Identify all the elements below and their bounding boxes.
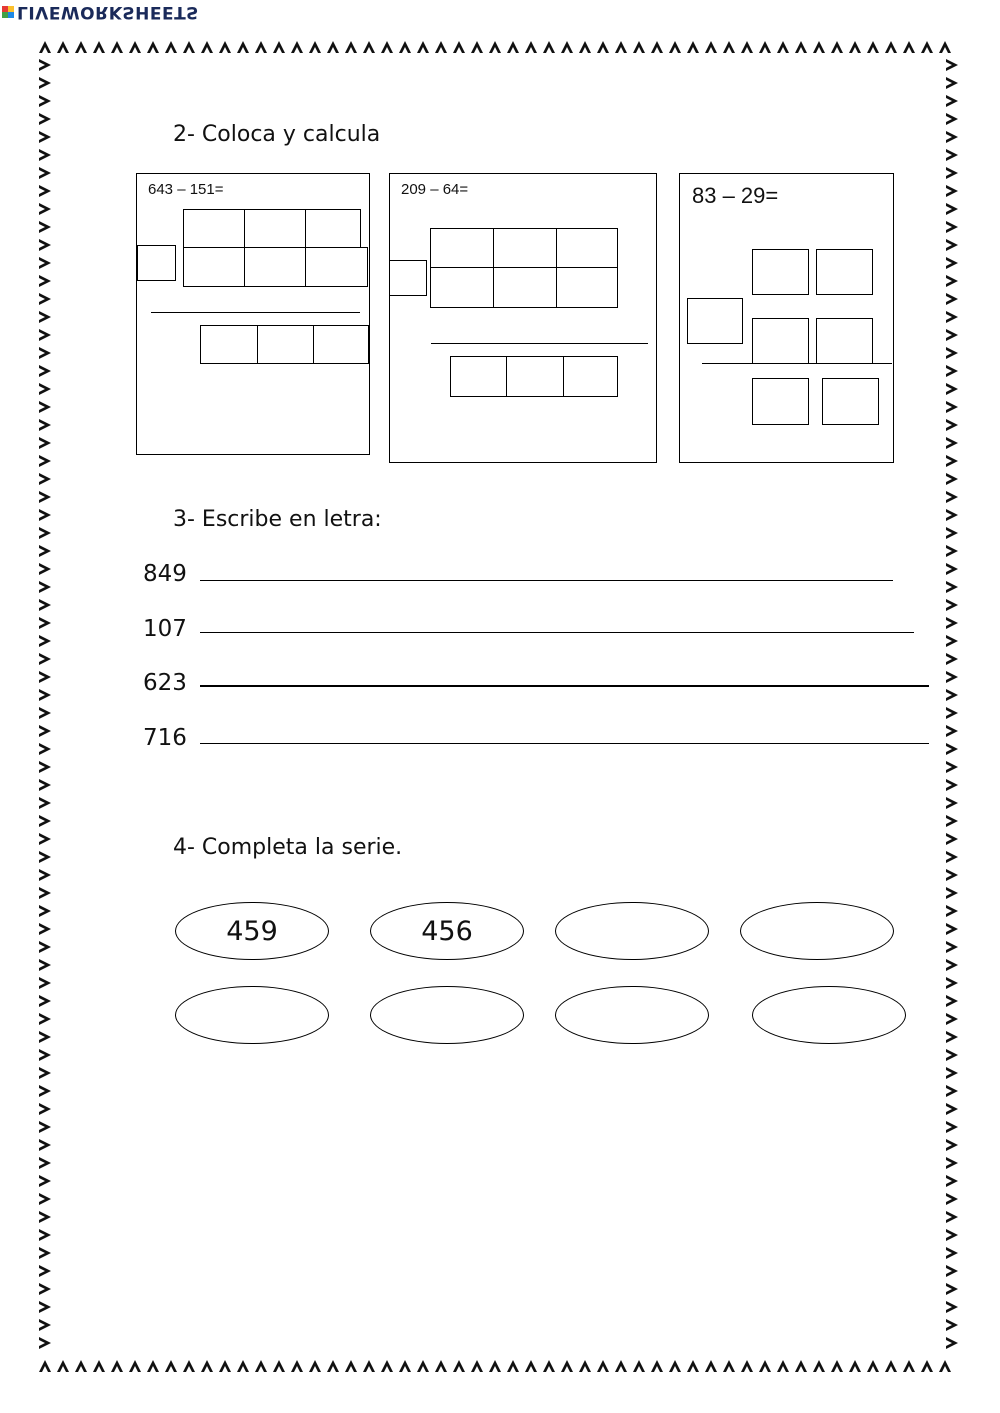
- answer-box[interactable]: [816, 318, 873, 364]
- answer-box[interactable]: [430, 267, 494, 308]
- answer-box[interactable]: [816, 249, 873, 295]
- answer-box[interactable]: [687, 298, 743, 344]
- answer-box[interactable]: [313, 325, 369, 364]
- series-oval[interactable]: [555, 902, 709, 960]
- answer-box[interactable]: [752, 249, 809, 295]
- answer-box[interactable]: [183, 209, 245, 248]
- answer-box[interactable]: [556, 228, 618, 269]
- writing-line[interactable]: [200, 685, 929, 687]
- section-4-title: 4- Completa la serie.: [173, 835, 403, 860]
- problem-3-label: 83 – 29=: [692, 183, 779, 208]
- answer-box[interactable]: [556, 267, 618, 308]
- answer-box[interactable]: [493, 267, 557, 308]
- series-oval[interactable]: [740, 902, 894, 960]
- answer-box[interactable]: [183, 247, 245, 287]
- answer-box[interactable]: [137, 245, 176, 281]
- answer-box[interactable]: [752, 378, 809, 425]
- sum-line: [702, 363, 892, 364]
- answer-box[interactable]: [305, 209, 361, 248]
- writing-line[interactable]: [200, 632, 914, 633]
- answer-box[interactable]: [257, 325, 315, 364]
- problem-2-label: 209 – 64=: [401, 181, 469, 198]
- sum-line: [151, 312, 360, 313]
- writing-line[interactable]: [200, 580, 893, 581]
- answer-box[interactable]: [450, 356, 507, 397]
- answer-box[interactable]: [244, 209, 306, 248]
- answer-box[interactable]: [563, 356, 618, 397]
- number-label: 107: [143, 616, 187, 642]
- problem-1-label: 643 – 151=: [148, 181, 224, 198]
- answer-box[interactable]: [200, 325, 258, 364]
- logo-text: LIVEWORKSHEETS: [17, 2, 199, 22]
- answer-box[interactable]: [506, 356, 564, 397]
- number-label: 716: [143, 725, 187, 751]
- answer-box[interactable]: [305, 247, 368, 287]
- number-label: 849: [143, 561, 187, 587]
- writing-line[interactable]: [200, 743, 929, 744]
- series-oval[interactable]: [370, 986, 524, 1044]
- number-label: 623: [143, 670, 187, 696]
- answer-box[interactable]: [822, 378, 879, 425]
- series-oval[interactable]: 459: [175, 902, 329, 960]
- answer-box[interactable]: [389, 260, 427, 296]
- series-oval[interactable]: [752, 986, 906, 1044]
- answer-box[interactable]: [493, 228, 557, 269]
- series-oval[interactable]: [555, 986, 709, 1044]
- answer-box[interactable]: [244, 247, 306, 287]
- answer-box[interactable]: [430, 228, 494, 269]
- series-oval[interactable]: 456: [370, 902, 524, 960]
- sum-line: [431, 343, 648, 344]
- series-oval[interactable]: [175, 986, 329, 1044]
- problem-panel-2: [389, 173, 657, 463]
- answer-box[interactable]: [752, 318, 809, 364]
- section-3-title: 3- Escribe en letra:: [173, 507, 382, 532]
- section-2-title: 2- Coloca y calcula: [173, 122, 381, 147]
